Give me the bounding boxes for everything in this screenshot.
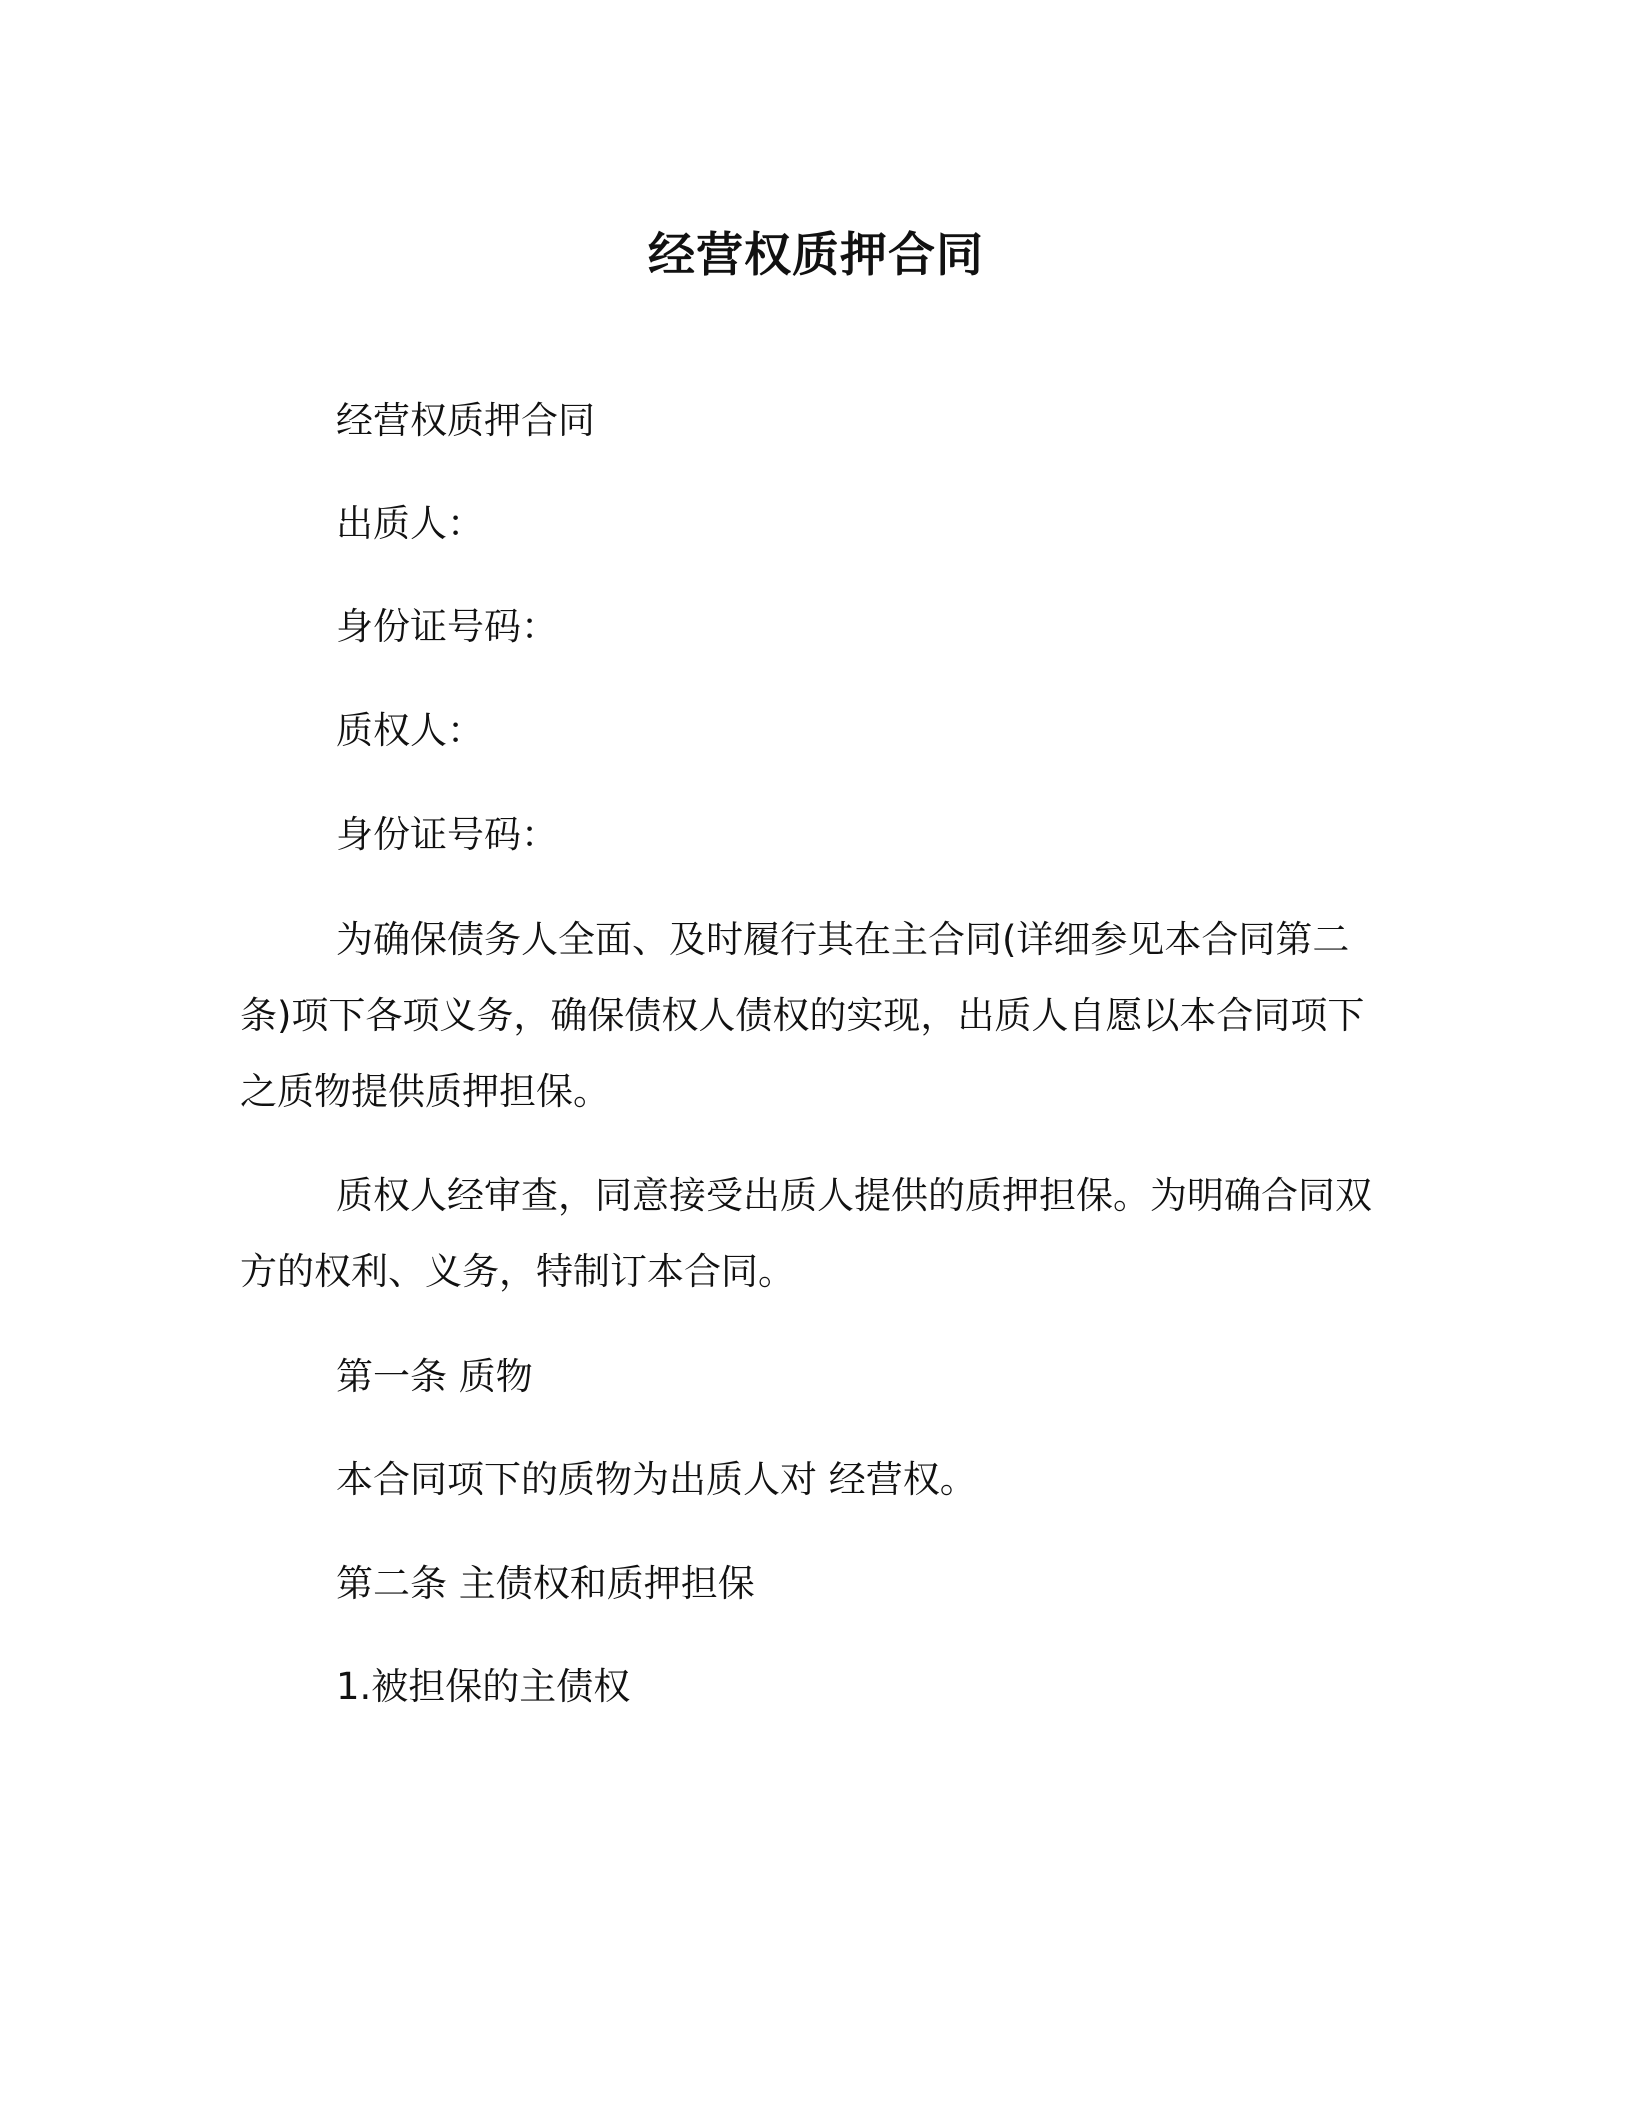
purpose-paragraph-line: 为确保债务人全面、及时履行其在主合同(详细参见本合同第二 <box>336 918 1350 961</box>
purpose-paragraph <box>240 902 1390 1130</box>
purpose-paragraph-line: 之质物提供质押担保。 <box>240 1070 610 1113</box>
article-1-text: 本合同项下的质物为出质人对 经营权。 <box>336 1458 977 1501</box>
pledgee-label: 质权人： <box>336 709 484 752</box>
pledgor-label: 出质人： <box>336 502 484 545</box>
acceptance-paragraph-line: 质权人经审查，同意接受出质人提供的质押担保。为明确合同双 <box>336 1174 1372 1217</box>
pledgor-id-label: 身份证号码： <box>336 605 558 648</box>
pledgee-id-label: 身份证号码： <box>336 813 558 856</box>
article-2-item-1: 1.被担保的主债权 <box>336 1665 631 1708</box>
purpose-paragraph-line: 条)项下各项义务，确保债权人债权的实现，出质人自愿以本合同项下 <box>240 994 1365 1037</box>
article-1-heading: 第一条 质物 <box>336 1355 533 1398</box>
document-title: 经营权质押合同 <box>648 228 984 283</box>
acceptance-paragraph-line: 方的权利、义务，特制订本合同。 <box>240 1250 795 1293</box>
contract-subtitle: 经营权质押合同 <box>336 399 595 442</box>
acceptance-paragraph <box>240 1158 1390 1310</box>
article-2-heading: 第二条 主债权和质押担保 <box>336 1562 755 1605</box>
